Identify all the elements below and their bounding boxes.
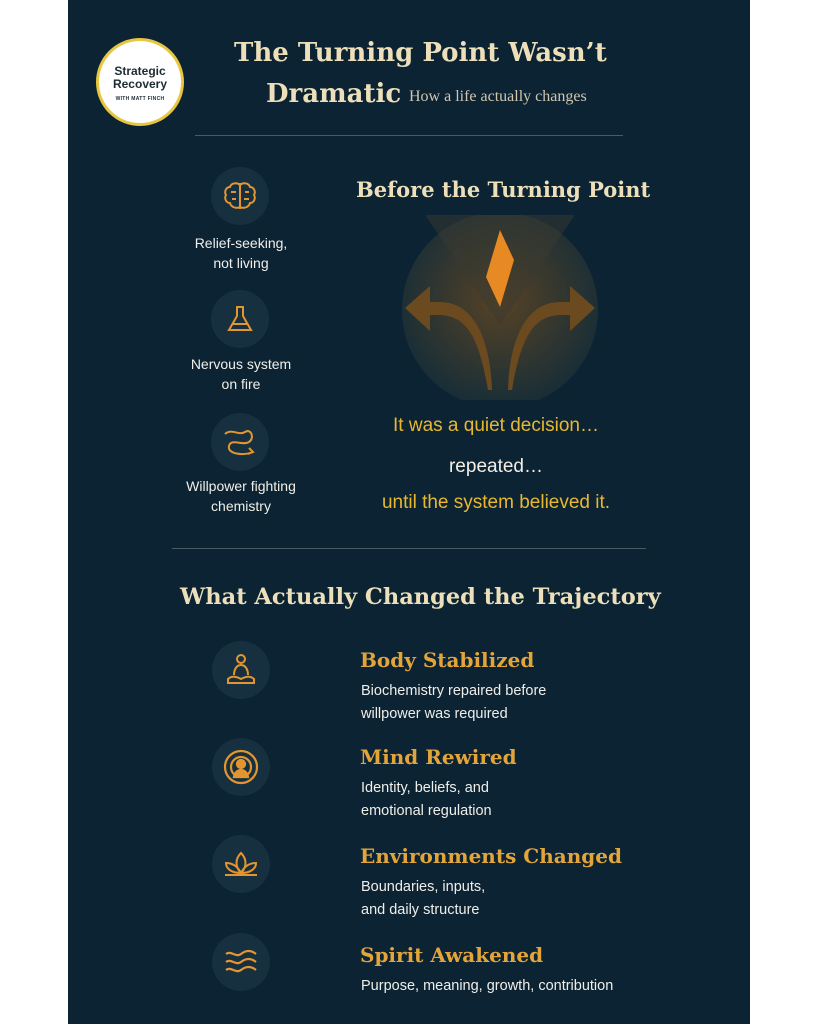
- before-item-label: Nervous system on fire: [190, 356, 292, 392]
- change-title: Mind Rewired: [360, 745, 517, 769]
- quote-line1: It was a quiet decision…: [393, 415, 599, 436]
- subtitle: How a life actually changes: [409, 88, 587, 105]
- change-desc: Purpose, meaning, growth, contribution: [361, 978, 614, 994]
- change-title: Spirit Awakened: [360, 943, 544, 967]
- divider: [195, 135, 623, 136]
- logo-line3: WITH MATT FINCH: [115, 96, 165, 102]
- logo-line1: Strategic: [114, 64, 166, 78]
- crossroads-illustration: [400, 215, 600, 400]
- quote-line3: until the system believed it.: [381, 492, 611, 513]
- tangled-path-icon: [211, 413, 269, 471]
- change-title: Environments Changed: [360, 844, 622, 868]
- before-item-label: Willpower fighting chemistry: [186, 478, 296, 514]
- title-line2: Dramatic: [266, 79, 402, 109]
- logo-badge: [96, 38, 184, 126]
- change-desc: Identity, beliefs, and emotional regulation: [361, 780, 492, 819]
- lotus-icon: [212, 835, 270, 893]
- before-item-label: Relief-seeking, not living: [194, 235, 288, 271]
- meditation-icon: [212, 641, 270, 699]
- logo-line2: Recovery: [112, 77, 168, 91]
- flask-icon: [211, 290, 269, 348]
- title-line1: The Turning Point Wasn’t: [234, 38, 607, 68]
- changes-heading: What Actually Changed the Trajectory: [180, 584, 661, 610]
- brain-icon: [211, 167, 269, 225]
- quote-line2: repeated…: [448, 456, 543, 477]
- before-heading: Before the Turning Point: [356, 177, 651, 202]
- change-title: Body Stabilized: [360, 648, 535, 672]
- head-waves-icon: [212, 738, 270, 796]
- divider: [172, 548, 646, 549]
- change-desc: Boundaries, inputs, and daily structure: [361, 879, 486, 918]
- change-desc: Biochemistry repaired before willpower was required: [361, 683, 547, 722]
- waves-icon: [212, 933, 270, 991]
